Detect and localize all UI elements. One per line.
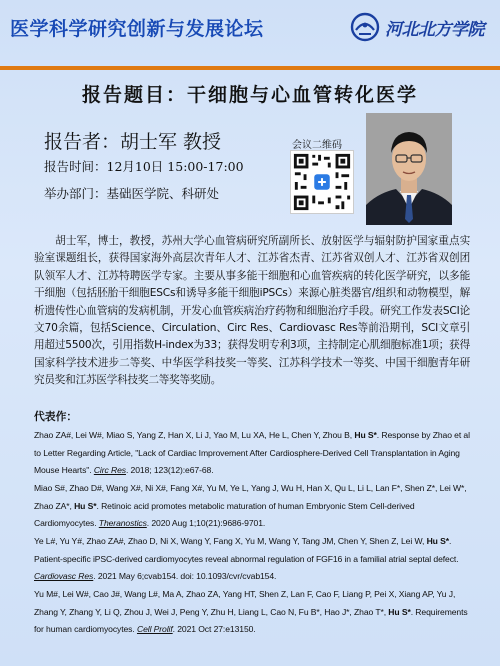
reference-item: Miao S#, Zhao D#, Wang X#, Ni X#, Fang X#, Yu M, Ye L, Yang J, Wu H, Han X, Qu L, Li L, Lan F*, Shen Z*, Lei W*, Zhao ZA*, Hu S*. Retinoic acid promotes metabolic maturation of human Embryonic Stem Cell-derived Cardiomyocytes. Theranostics. 2020 Aug 1;10(21):9686-9701.	[34, 483, 467, 529]
reference-item: Zhao ZA#, Lei W#, Miao S, Yang Z, Han X, Li J, Yao M, Lu XA, He L, Chen Y, Zhou B, Hu S*. Response by Zhao et al to Letter Regarding Article, "Lack of Cardiac Improvement After Cardiosphere-Derived Cell Transplantation in Aging Mouse Hearts". Circ Res. 2018; 123(12):e67-68.	[34, 430, 470, 476]
accent-divider	[0, 66, 500, 70]
conference-title: 医学科学研究创新与发展论坛	[10, 18, 264, 40]
report-title: 报告题目：干细胞与心血管转化医学	[81, 84, 418, 106]
qr-label: 会议二维码	[292, 140, 342, 151]
university-logo	[350, 10, 495, 44]
reference-item: Ye L#, Yu Y#, Zhao ZA#, Zhao D, Ni X, Wang Y, Fang X, Yu M, Wang Y, Tang JM, Chen Y, Shen Z, Lei W, Hu S*. Patient-specific iPSC-derived cardiomyocytes reveal abnormal regulation of FGF16 in a familial atrial septal defect. Cardiovasc Res. 2021 May 6;cvab154. doi: 10.1093/cvr/cvab154.	[34, 536, 459, 582]
reference-item: Yu M#, Lei W#, Cao J#, Wang L#, Ma A, Zhao ZA, Yang HT, Shen Z, Lan F, Cao F, Liang P, Pei X, Xiang AP, Yu J, Zhang Y, Zhang Y, Li Q, Zhou J, Wei J, Peng Y, Zhu H, Liang L, Cao N, Fu B*, Hao J*, Zhao T*, Hu S*. Requirements for human cardiomyocytes. Cell Prolif. 2021 Oct 27:e13150.	[34, 589, 468, 635]
reporter-biography: 胡士军，博士，教授，苏州大学心血管病研究所副所长、放射医学与辐射防护国家重点实验室课题组长，获得国家海外高层次青年人才、江苏省杰青、江苏省双创人才、江苏省双创团队领军人才、江苏特聘医学专家。主要从事多能干细胞和心血管疾病的转化医学研究，以多能干细胞（包括胚胎干细胞ESCs和诱导多能干细胞iPSCs）来源心脏类器官/组织和动物模型，解析遗传性心血管病的发病机制，开发心血管疾病治疗药物和细胞治疗手段。研究工作发表SCI论文70余篇，包括Science、Circulation、Circ Res、Cardiovasc Res等前沿期刊，SCI文章引用超过5500次，引用指数H-index为33；获得发明专利3项，主持制定心肌细胞标准1项；获得国家科学技术进步二等奖、中华医学科技奖一等奖、江苏科学技术一等奖、中国干细胞青年研究员奖和江苏医学科技奖二等奖等奖励。	[34, 235, 470, 387]
reporter-name: 报告者：胡士军 教授	[44, 131, 222, 153]
header	[0, 0, 500, 72]
report-time: 报告时间：12月10日 15:00-17:00	[44, 159, 244, 174]
university-seal-icon	[350, 12, 380, 42]
logo-text: 河北北方学院	[385, 19, 484, 40]
organizer: 举办部门：基础医学院、科研处	[44, 186, 220, 201]
qr-code-icon	[290, 150, 354, 214]
works-heading: 代表作：	[34, 410, 78, 423]
reporter-portrait	[366, 113, 452, 225]
